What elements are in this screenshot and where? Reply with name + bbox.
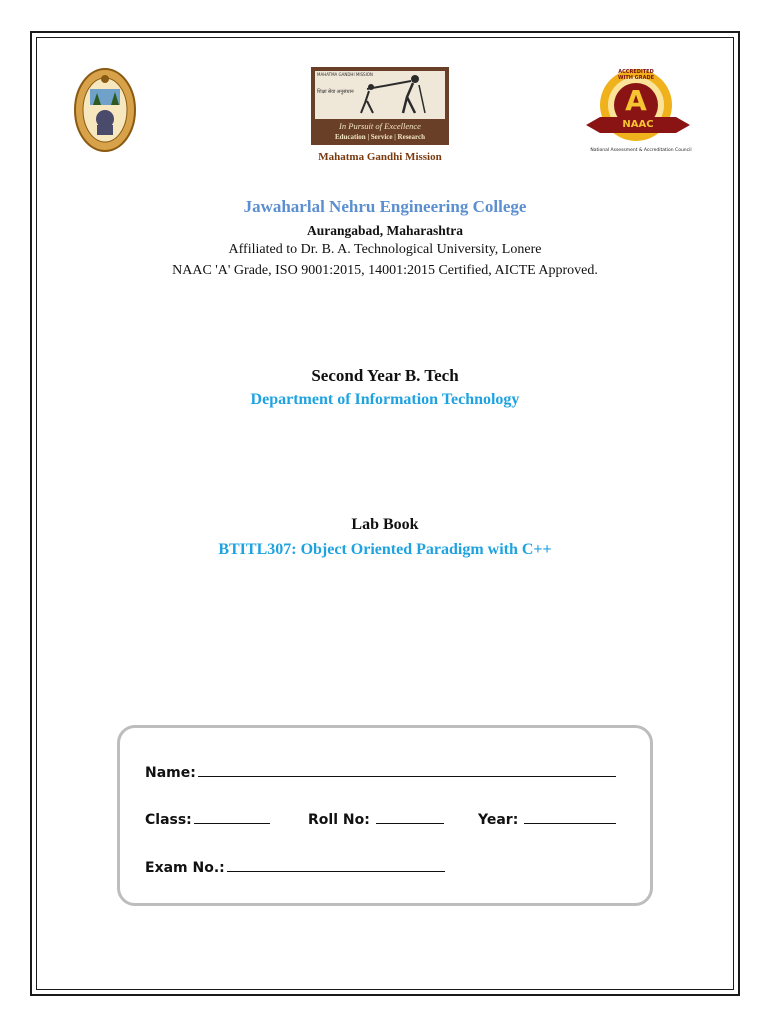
mgm-slogan: In Pursuit of Excellence [339,121,421,131]
mgm-hindi-text: शिक्षा सेवा अनुसंधान [317,90,354,95]
college-name: Jawaharlal Nehru Engineering College [243,197,527,216]
department-name: Department of Information Technology [250,391,520,408]
student-info-box [117,725,653,906]
college-affiliation: Affiliated to Dr. B. A. Technological University, Lonere [228,242,542,257]
book-title: Lab Book [351,516,419,533]
exam-no-label: Exam No.: [145,860,225,876]
mgm-top-text: MAHATMA GANDHI MISSION [317,72,373,77]
exam-no-blank-line[interactable] [227,857,445,872]
college-certification: NAAC 'A' Grade, ISO 9001:2015, 14001:2015 Certified, AICTE Approved. [172,263,598,278]
naac-badge [582,67,700,157]
mgm-tagline: Education | Service | Research [334,133,426,141]
exam-no-field[interactable] [145,857,445,876]
naac-arc-text: ACCREDITED WITH GRADE [617,69,655,81]
name-field[interactable] [145,762,616,781]
mgm-caption: Mahatma Gandhi Mission [318,151,442,163]
college-location: Aurangabad, Maharashtra [306,223,463,238]
course-title: BTITL307: Object Oriented Paradigm with C++ [218,541,552,558]
university-seal-icon [73,67,137,153]
name-blank-line[interactable] [198,762,616,777]
naac-council-text: National Assessment & Accreditation Council [590,148,692,153]
mgm-logo [311,67,449,145]
year-label: Year: [478,812,519,828]
naac-grade: A [625,84,647,117]
class-blank-line[interactable] [194,809,270,824]
class-field[interactable] [145,809,270,828]
year-field[interactable] [478,809,616,828]
program-year: Second Year B. Tech [311,366,459,385]
class-label: Class: [145,812,192,828]
roll-no-field[interactable] [308,809,444,828]
naac-ribbon-text: NAAC [622,119,654,130]
roll-no-blank-line[interactable] [376,809,444,824]
year-blank-line[interactable] [524,809,616,824]
roll-no-label: Roll No: [308,812,370,828]
name-label: Name: [145,765,196,781]
